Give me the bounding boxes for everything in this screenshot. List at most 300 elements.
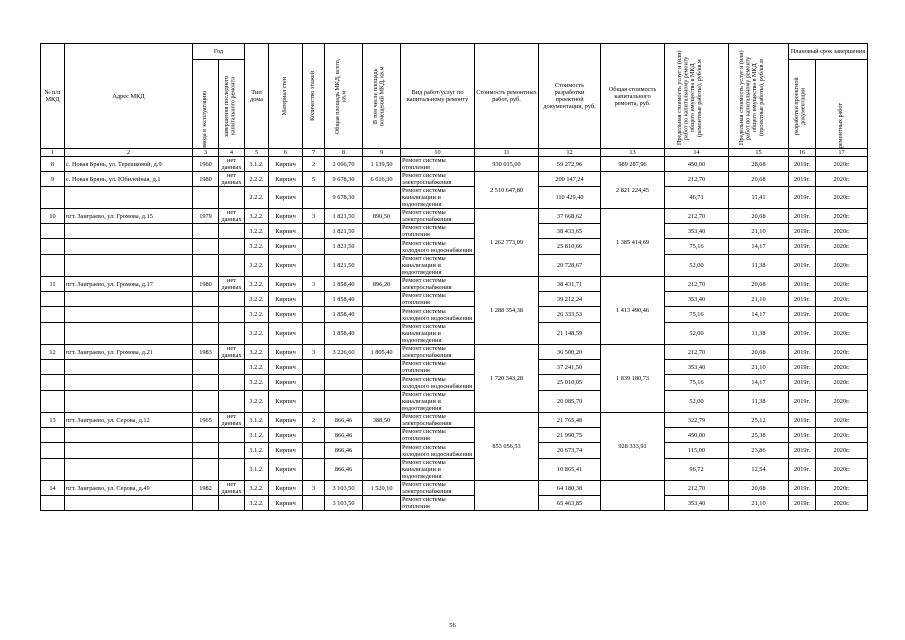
cell-year-repair	[219, 459, 245, 481]
cell-floors	[303, 323, 325, 345]
cell-num	[41, 496, 65, 511]
cell-year-built	[193, 255, 219, 277]
cell-address	[65, 323, 193, 345]
cell-limit-design: 20,68	[729, 481, 789, 496]
cell-living-area	[363, 428, 401, 443]
cell-term-design: 2019г.	[789, 443, 816, 459]
cell-term-design: 2019г.	[789, 413, 816, 428]
cell-design-cost: 110 429,40	[539, 187, 601, 209]
cell-limit-design: 20,68	[729, 345, 789, 360]
cell-work-type: Ремонт системы отопления	[401, 360, 475, 375]
cell-term-design: 2019г.	[789, 481, 816, 496]
cell-work-type: Ремонт системы канализации и водоотведения	[401, 323, 475, 345]
cell-design-cost: 20 728,67	[539, 255, 601, 277]
cell-limit-design: 14,17	[729, 307, 789, 323]
table-row	[41, 428, 868, 443]
cell-limit-design: 23,86	[729, 443, 789, 459]
cell-num	[41, 443, 65, 459]
table-row	[41, 413, 868, 428]
cell-address	[65, 459, 193, 481]
cell-repair-cost: 1 262 773,09	[475, 209, 539, 277]
cell-term-repair: 2020г.	[816, 255, 868, 277]
cell-year-built: 1960	[193, 157, 219, 172]
cell-living-area: 6 616,30	[363, 172, 401, 187]
cell-material: Кирпич	[269, 239, 303, 255]
cell-address: с. Новая Брянь, ул. Терешковой, д.9	[65, 157, 193, 172]
cell-term-design: 2019г.	[789, 277, 816, 292]
cell-address	[65, 375, 193, 391]
cell-year-repair	[219, 307, 245, 323]
cell-material: Кирпич	[269, 360, 303, 375]
column-number: 11	[475, 149, 539, 157]
cell-num	[41, 323, 65, 345]
cell-repair-cost: 2 510 647,80	[475, 172, 539, 209]
cell-year-built	[193, 459, 219, 481]
header-year-repair-cell	[219, 60, 245, 149]
cell-work-type: Ремонт системы холодного водоснабжения	[401, 307, 475, 323]
cell-living-area	[363, 307, 401, 323]
cell-work-type: Ремонт системы отопления	[401, 428, 475, 443]
cell-living-area	[363, 187, 401, 209]
cell-house-type: 3.2.2.	[245, 292, 269, 307]
cell-total-area: 866,46	[325, 428, 363, 443]
table-header	[41, 44, 868, 157]
cell-material: Кирпич	[269, 157, 303, 172]
column-numbers-row	[41, 149, 868, 157]
cell-term-repair: 2020г.	[816, 345, 868, 360]
header-deadline-repair: ремонтных работ	[838, 103, 845, 148]
cell-year-repair	[219, 323, 245, 345]
cell-term-design: 2019г.	[789, 391, 816, 413]
header-total-area-cell	[325, 44, 363, 149]
column-number: 4	[219, 149, 245, 157]
table-row	[41, 345, 868, 360]
cell-limit-repair: 212,70	[665, 481, 729, 496]
cell-limit-repair: 353,40	[665, 224, 729, 239]
cell-floors	[303, 187, 325, 209]
table-row	[41, 209, 868, 224]
table-row	[41, 307, 868, 323]
cell-living-area	[363, 443, 401, 459]
cell-year-repair	[219, 224, 245, 239]
cell-work-type: Ремонт системы отопления	[401, 292, 475, 307]
cell-work-type: Ремонт системы электроснабжения	[401, 413, 475, 428]
cell-material: Кирпич	[269, 345, 303, 360]
header-limit-repair-cell	[665, 44, 729, 149]
cell-year-repair	[219, 428, 245, 443]
cell-design-cost: 37 668,62	[539, 209, 601, 224]
cell-design-cost: 21 148,59	[539, 323, 601, 345]
cell-limit-design: 20,68	[729, 209, 789, 224]
cell-design-cost: 200 147,24	[539, 172, 601, 187]
cell-year-built: 1965	[193, 413, 219, 428]
cell-total-area: 3 103,50	[325, 496, 363, 511]
cell-design-cost: 25 010,05	[539, 375, 601, 391]
cell-term-repair: 2020г.	[816, 224, 868, 239]
cell-num	[41, 428, 65, 443]
cell-year-repair	[219, 187, 245, 209]
cell-material: Кирпич	[269, 375, 303, 391]
cell-term-repair: 2020г.	[816, 209, 868, 224]
cell-material: Кирпич	[269, 481, 303, 496]
cell-work-type: Ремонт системы электроснабжения	[401, 481, 475, 496]
header-floors: Количество этажей	[310, 71, 317, 121]
cell-term-design: 2019г.	[789, 172, 816, 187]
cell-term-repair: 2020г.	[816, 496, 868, 511]
cell-work-type: Ремонт системы электроснабжения	[401, 172, 475, 187]
header-floors-cell	[303, 44, 325, 149]
cell-floors: 3	[303, 277, 325, 292]
column-number: 6	[269, 149, 303, 157]
table-body	[41, 157, 868, 511]
cell-limit-design: 11,41	[729, 187, 789, 209]
cell-term-design: 2019г.	[789, 224, 816, 239]
column-number: 14	[665, 149, 729, 157]
cell-design-cost: 20 085,70	[539, 391, 601, 413]
cell-year-repair	[219, 375, 245, 391]
cell-limit-repair: 353,40	[665, 496, 729, 511]
cell-address: пгт. Заиграево, ул. Громова, д.17	[65, 277, 193, 292]
cell-total-area: 1 821,50	[325, 255, 363, 277]
header-wall-material-cell	[269, 44, 303, 149]
cell-material: Кирпич	[269, 292, 303, 307]
cell-floors	[303, 360, 325, 375]
cell-design-cost: 39 212,24	[539, 292, 601, 307]
table-row	[41, 187, 868, 209]
cell-limit-design: 14,17	[729, 239, 789, 255]
cell-term-design: 2019г.	[789, 323, 816, 345]
cell-term-repair: 2020г.	[816, 481, 868, 496]
cell-num	[41, 187, 65, 209]
cell-year-built	[193, 360, 219, 375]
cell-work-type: Ремонт системы электроснабжения	[401, 209, 475, 224]
cell-year-built	[193, 496, 219, 511]
cell-limit-design: 25,12	[729, 413, 789, 428]
cell-work-type: Ремонт системы холодного водоснабжения	[401, 443, 475, 459]
cell-design-cost: 10 865,41	[539, 459, 601, 481]
cell-total-cost	[601, 481, 665, 511]
cell-year-repair	[219, 443, 245, 459]
cell-material: Кирпич	[269, 209, 303, 224]
cell-address	[65, 428, 193, 443]
column-number: 15	[729, 149, 789, 157]
cell-limit-repair: 96,72	[665, 459, 729, 481]
cell-limit-repair: 75,16	[665, 239, 729, 255]
cell-address	[65, 307, 193, 323]
cell-work-type: Ремонт системы канализации и водоотведения	[401, 255, 475, 277]
cell-term-repair: 2020г.	[816, 307, 868, 323]
cell-floors: 3	[303, 481, 325, 496]
cell-year-repair: нет данных	[219, 209, 245, 224]
cell-living-area: 1 139,50	[363, 157, 401, 172]
cell-address: пгт. Заиграево, ул. Громова, д.21	[65, 345, 193, 360]
cell-term-repair: 2020г.	[816, 292, 868, 307]
cell-house-type: 3.2.2.	[245, 481, 269, 496]
cell-floors	[303, 428, 325, 443]
cell-year-built	[193, 187, 219, 209]
cell-living-area	[363, 224, 401, 239]
cell-address	[65, 496, 193, 511]
cell-year-repair: нет данных	[219, 481, 245, 496]
cell-term-repair: 2020г.	[816, 172, 868, 187]
cell-term-design: 2019г.	[789, 345, 816, 360]
cell-address	[65, 292, 193, 307]
cell-material: Кирпич	[269, 496, 303, 511]
table-row	[41, 375, 868, 391]
cell-house-type: 3.2.2.	[245, 496, 269, 511]
cell-floors	[303, 375, 325, 391]
cell-limit-repair: 52,00	[665, 391, 729, 413]
cell-floors	[303, 443, 325, 459]
cell-house-type: 3.2.2.	[245, 391, 269, 413]
header-house-type: Тип дома	[245, 44, 269, 149]
header-total-area: Общая площадь МКД, всего, кв.м	[334, 58, 348, 134]
cell-year-built: 1980	[193, 172, 219, 187]
cell-term-design: 2019г.	[789, 239, 816, 255]
cell-address	[65, 360, 193, 375]
cell-design-cost: 36 500,20	[539, 345, 601, 360]
cell-term-repair: 2020г.	[816, 413, 868, 428]
table-row	[41, 172, 868, 187]
cell-address	[65, 224, 193, 239]
header-limit-design: Предельная стоимость услуг и (или) работ по капитальному ремонту общего имущества в МКД (проектные работы), руб/кв.м	[738, 50, 765, 146]
cell-num: 14	[41, 481, 65, 496]
cell-limit-repair: 75,16	[665, 307, 729, 323]
cell-living-area	[363, 360, 401, 375]
header-deadline-repair-cell	[816, 60, 868, 149]
register-sheet	[40, 43, 868, 511]
column-number: 8	[325, 149, 363, 157]
cell-total-cost: 928 333,91	[601, 413, 665, 481]
cell-house-type: 3.1.2.	[245, 443, 269, 459]
cell-material: Кирпич	[269, 224, 303, 239]
cell-repair-cost: 853 056,53	[475, 413, 539, 481]
cell-material: Кирпич	[269, 255, 303, 277]
cell-floors	[303, 459, 325, 481]
cell-year-repair	[219, 292, 245, 307]
cell-design-cost: 25 810,66	[539, 239, 601, 255]
cell-term-repair: 2020г.	[816, 277, 868, 292]
header-wall-material: Материал стен	[282, 76, 289, 116]
cell-limit-repair: 75,16	[665, 375, 729, 391]
cell-year-built: 1980	[193, 277, 219, 292]
cell-design-cost: 26 333,53	[539, 307, 601, 323]
table-row	[41, 481, 868, 496]
cell-total-area: 3 103,50	[325, 481, 363, 496]
cell-material: Кирпич	[269, 413, 303, 428]
cell-total-cost: 989 287,96	[601, 157, 665, 172]
cell-floors	[303, 292, 325, 307]
cell-limit-design: 11,38	[729, 391, 789, 413]
cell-limit-repair: 212,70	[665, 172, 729, 187]
cell-total-area: 866,46	[325, 443, 363, 459]
column-number: 13	[601, 149, 665, 157]
cell-address	[65, 391, 193, 413]
cell-limit-design: 14,17	[729, 375, 789, 391]
cell-year-built	[193, 224, 219, 239]
cell-term-design: 2019г.	[789, 459, 816, 481]
table-row	[41, 255, 868, 277]
cell-material: Кирпич	[269, 323, 303, 345]
cell-address	[65, 187, 193, 209]
cell-repair-cost: 1 288 354,38	[475, 277, 539, 345]
cell-term-design: 2019г.	[789, 360, 816, 375]
cell-house-type: 3.2.2.	[245, 277, 269, 292]
cell-total-area	[325, 391, 363, 413]
cell-total-area: 2 066,70	[325, 157, 363, 172]
column-number: 5	[245, 149, 269, 157]
header-year-last-repair: завершения последнего капитального ремонта	[223, 75, 237, 137]
cell-limit-design: 20,68	[729, 277, 789, 292]
cell-repair-cost	[475, 481, 539, 511]
cell-floors: 2	[303, 413, 325, 428]
cell-total-cost: 1 839 180,73	[601, 345, 665, 413]
cell-total-area: 3 226,60	[325, 345, 363, 360]
table-row	[41, 496, 868, 511]
cell-term-repair: 2020г.	[816, 323, 868, 345]
cell-limit-repair: 322,79	[665, 413, 729, 428]
cell-limit-design: 28,68	[729, 157, 789, 172]
cell-address	[65, 443, 193, 459]
cell-floors	[303, 391, 325, 413]
cell-house-type: 3.2.2.	[245, 375, 269, 391]
cell-work-type: Ремонт системы отопления	[401, 224, 475, 239]
cell-house-type: 3.2.2.	[245, 360, 269, 375]
column-number: 17	[816, 149, 868, 157]
cell-num	[41, 307, 65, 323]
column-number: 7	[303, 149, 325, 157]
cell-limit-design: 11,38	[729, 323, 789, 345]
cell-house-type: 2.2.2.	[245, 187, 269, 209]
cell-address: пгт. Заиграево, ул. Громова, д.15	[65, 209, 193, 224]
cell-floors	[303, 224, 325, 239]
cell-limit-design: 25,38	[729, 428, 789, 443]
header-design-cost: Стоимость разработки проектной документации, руб.	[539, 44, 601, 149]
cell-floors	[303, 496, 325, 511]
cell-num	[41, 224, 65, 239]
cell-floors: 3	[303, 209, 325, 224]
cell-num	[41, 459, 65, 481]
table-row	[41, 239, 868, 255]
cell-total-area: 1 858,40	[325, 307, 363, 323]
cell-limit-design: 12,54	[729, 459, 789, 481]
cell-term-repair: 2020г.	[816, 157, 868, 172]
cell-design-cost: 59 272,96	[539, 157, 601, 172]
column-number: 10	[401, 149, 475, 157]
cell-limit-design: 20,68	[729, 172, 789, 187]
table-row	[41, 277, 868, 292]
cell-total-area: 1 821,50	[325, 224, 363, 239]
cell-floors: 3	[303, 345, 325, 360]
cell-num: 12	[41, 345, 65, 360]
table-row	[41, 292, 868, 307]
cell-floors	[303, 307, 325, 323]
cell-limit-repair: 52,00	[665, 323, 729, 345]
cell-num	[41, 360, 65, 375]
cell-living-area	[363, 292, 401, 307]
column-number: 12	[539, 149, 601, 157]
cell-year-repair	[219, 255, 245, 277]
cell-work-type: Ремонт системы канализации и водоотведения	[401, 459, 475, 481]
cell-total-cost: 1 413 490,46	[601, 277, 665, 345]
cell-design-cost: 38 431,71	[539, 277, 601, 292]
cell-term-repair: 2020г.	[816, 375, 868, 391]
cell-house-type: 3.2.2.	[245, 345, 269, 360]
cell-design-cost: 64 180,38	[539, 481, 601, 496]
table-row	[41, 157, 868, 172]
cell-total-area: 1 858,40	[325, 292, 363, 307]
cell-design-cost: 20 673,74	[539, 443, 601, 459]
cell-total-area: 9 678,30	[325, 187, 363, 209]
cell-total-area: 866,46	[325, 413, 363, 428]
cell-num	[41, 375, 65, 391]
cell-year-built	[193, 391, 219, 413]
table-row	[41, 459, 868, 481]
cell-year-repair	[219, 360, 245, 375]
cell-year-built	[193, 239, 219, 255]
cell-limit-design: 11,38	[729, 255, 789, 277]
cell-material: Кирпич	[269, 428, 303, 443]
table-row	[41, 224, 868, 239]
cell-house-type: 3.1.2.	[245, 428, 269, 443]
cell-floors: 5	[303, 172, 325, 187]
cell-year-built	[193, 428, 219, 443]
cell-total-area: 9 678,30	[325, 172, 363, 187]
header-repair-cost: Стоимость ремонтных работ, руб.	[475, 44, 539, 149]
cell-total-area: 1 821,50	[325, 239, 363, 255]
cell-house-type: 3.2.2.	[245, 224, 269, 239]
cell-floors	[303, 239, 325, 255]
header-living-area: В том числе площадь помещений МКД, кв.м	[372, 66, 386, 126]
cell-house-type: 3.2.2.	[245, 209, 269, 224]
column-number: 2	[65, 149, 193, 157]
cell-num	[41, 255, 65, 277]
cell-total-area: 1 858,40	[325, 277, 363, 292]
cell-year-built: 1982	[193, 481, 219, 496]
cell-limit-repair: 212,70	[665, 277, 729, 292]
cell-living-area	[363, 496, 401, 511]
cell-year-repair	[219, 391, 245, 413]
cell-term-repair: 2020г.	[816, 187, 868, 209]
header-limit-repair: Предельная стоимость услуг и (или) работ по капитальному ремонту общего имущества в МКД (ремонтные работы), руб/кв.м	[676, 50, 703, 146]
cell-repair-cost: 1 720 343,28	[475, 345, 539, 413]
cell-living-area: 1 520,10	[363, 481, 401, 496]
cell-address	[65, 255, 193, 277]
cell-house-type: 3.2.2.	[245, 323, 269, 345]
cell-address: пгт. Заиграево, ул. Серова, д.49	[65, 481, 193, 496]
cell-limit-design: 21,10	[729, 360, 789, 375]
cell-term-repair: 2020г.	[816, 459, 868, 481]
cell-total-cost: 2 821 224,45	[601, 172, 665, 209]
cell-year-repair	[219, 496, 245, 511]
cell-work-type: Ремонт системы канализации и водоотведения	[401, 391, 475, 413]
cell-term-repair: 2020г.	[816, 443, 868, 459]
cell-term-repair: 2020г.	[816, 239, 868, 255]
cell-num: 9	[41, 172, 65, 187]
cell-term-design: 2019г.	[789, 307, 816, 323]
cell-limit-repair: 212,70	[665, 345, 729, 360]
cell-design-cost: 38 433,65	[539, 224, 601, 239]
cell-year-built: 1983	[193, 345, 219, 360]
header-deadline-design-cell	[789, 60, 816, 149]
cell-address	[65, 239, 193, 255]
cell-total-area	[325, 375, 363, 391]
cell-num: 13	[41, 413, 65, 428]
cell-work-type: Ремонт системы канализации и водоотведения	[401, 187, 475, 209]
cell-year-repair: нет данных	[219, 157, 245, 172]
cell-year-built: 1979	[193, 209, 219, 224]
page-number: 56	[449, 622, 456, 629]
